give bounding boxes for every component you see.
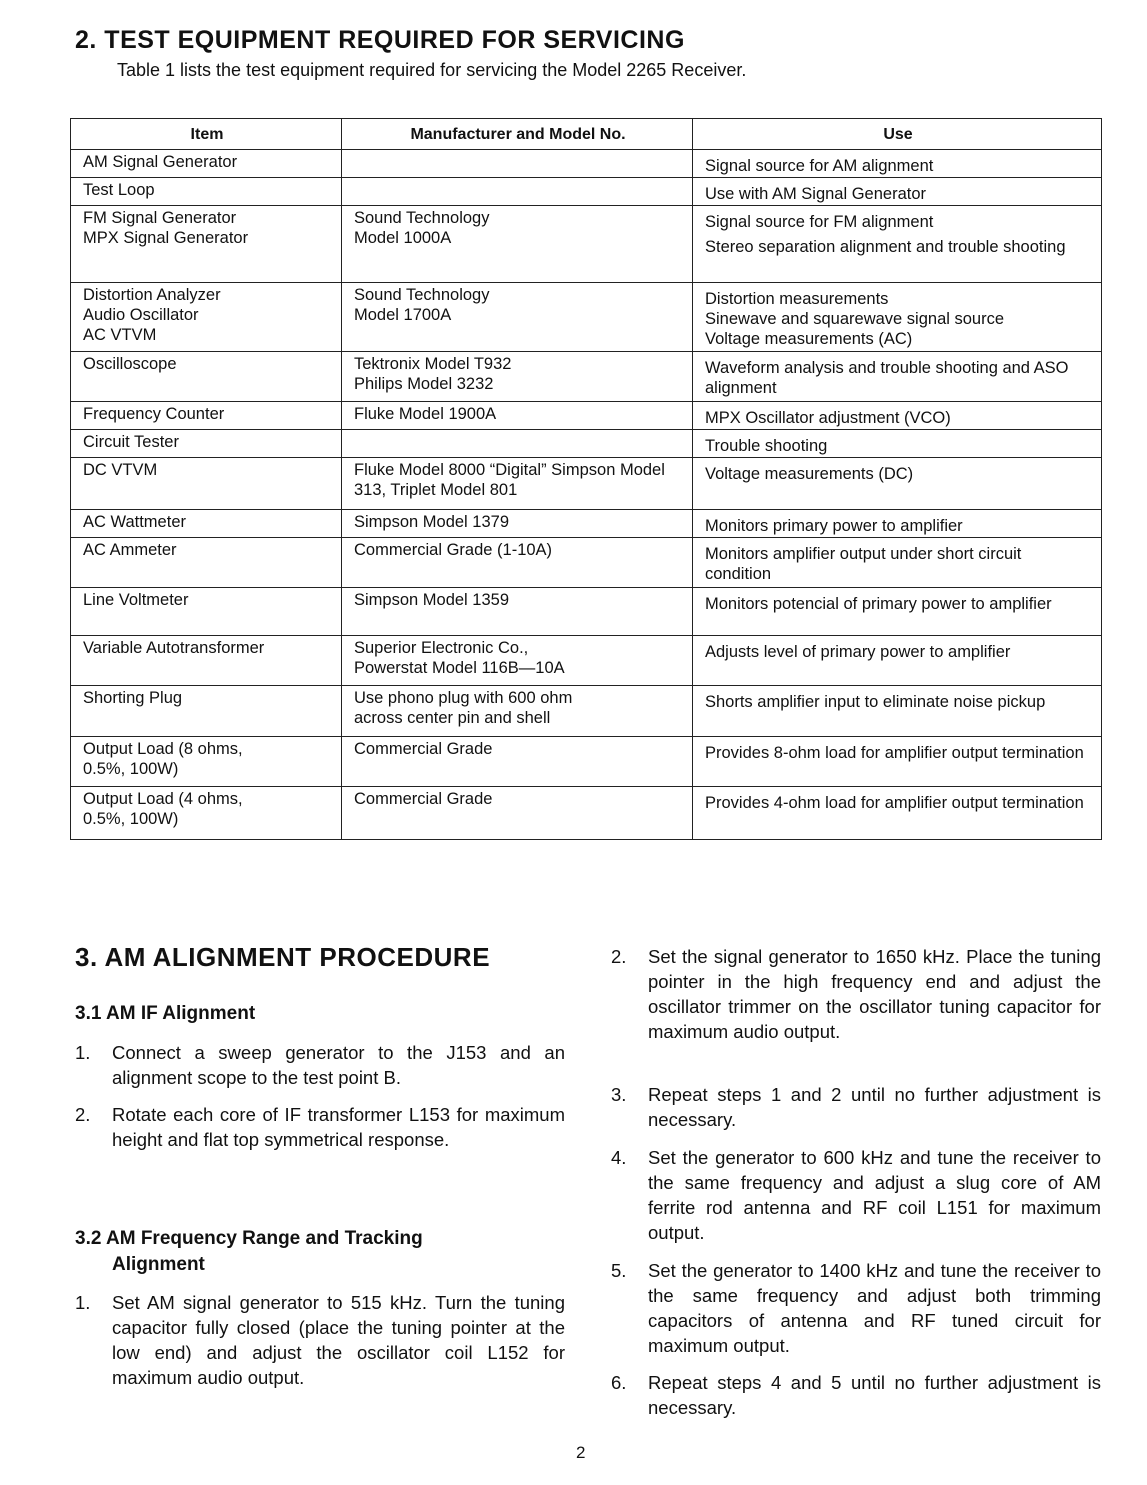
cell-item [71, 150, 342, 178]
step-text: Set the signal generator to 1650 kHz. Place the tuning pointer in the high frequency end and adjust the oscillator trimmer on the oscillator tuning capacitor for maximum audio output. [648, 946, 1101, 1042]
cell-maker [342, 787, 693, 840]
cell-use [693, 636, 1102, 686]
cell-line: Monitors potencial of primary power to amplifier [705, 595, 1052, 613]
cell-line: Monitors primary power to amplifier [705, 517, 963, 535]
cell-line: Use phono plug with 600 ohm [354, 689, 573, 707]
cell-line: Commercial Grade [354, 740, 493, 758]
table-row [71, 402, 1102, 430]
cell-line: AC VTVM [83, 326, 157, 344]
cell-line: MPX Signal Generator [83, 229, 249, 247]
cell-line: Philips Model 3232 [354, 375, 494, 393]
cell-line: Shorting Plug [83, 689, 183, 707]
cell-line: Simpson Model 1359 [354, 591, 510, 609]
table-row [71, 636, 1102, 686]
step-number: 4. [611, 1147, 627, 1168]
cell-maker [342, 402, 693, 430]
table-row [71, 352, 1102, 402]
cell-line: AM Signal Generator [83, 153, 238, 171]
cell-line: Shorts amplifier input to eliminate noise pickup [705, 693, 1046, 711]
procedure-step [75, 1040, 565, 1090]
cell-line: Powerstat Model 116B—10A [354, 659, 565, 677]
header-use: Use [693, 119, 1102, 150]
cell-item [71, 787, 342, 840]
procedure-step [75, 1102, 565, 1152]
cell-maker [342, 510, 693, 538]
step-text: Rotate each core of IF transformer L153 for maximum height and flat top symmetrical response. [112, 1104, 565, 1150]
cell-line: Provides 4-ohm load for amplifier output termination [705, 794, 1084, 812]
cell-item [71, 206, 342, 283]
step-text: Connect a sweep generator to the J153 and an alignment scope to the test point B. [112, 1042, 565, 1088]
cell-use [693, 402, 1102, 430]
cell-line: DC VTVM [83, 461, 158, 479]
cell-use [693, 686, 1102, 737]
cell-line: Circuit Tester [83, 433, 179, 451]
cell-item [71, 686, 342, 737]
page-number: 2 [576, 1443, 586, 1462]
procedure-step [611, 1082, 1101, 1132]
cell-item [71, 402, 342, 430]
cell-line: Oscilloscope [83, 355, 177, 373]
procedure-step [611, 1145, 1101, 1245]
cell-line: Sound Technology [354, 286, 490, 304]
cell-maker [342, 430, 693, 458]
cell-maker [342, 206, 693, 283]
cell-line: Adjusts level of primary power to amplifier [705, 643, 1011, 661]
cell-line: Signal source for FM alignment [705, 213, 934, 231]
cell-maker [342, 737, 693, 787]
cell-line: Provides 8-ohm load for amplifier output termination [705, 744, 1084, 762]
cell-maker [342, 178, 693, 206]
step-text: Repeat steps 1 and 2 until no further adjustment is necessary. [648, 1084, 1101, 1130]
cell-use [693, 352, 1102, 402]
step-number: 5. [611, 1260, 627, 1281]
cell-line: Output Load (8 ohms, [83, 740, 243, 758]
cell-line: Commercial Grade [354, 790, 493, 808]
table-row [71, 538, 1102, 588]
subsection-3-2-heading: 3.2 AM Frequency Range and Tracking [75, 1228, 423, 1249]
cell-line: Sound Technology [354, 209, 490, 227]
cell-line: Output Load (4 ohms, [83, 790, 243, 808]
cell-maker [342, 150, 693, 178]
cell-use [693, 178, 1102, 206]
cell-maker [342, 458, 693, 510]
cell-line: MPX Oscillator adjustment (VCO) [705, 409, 951, 427]
cell-maker [342, 352, 693, 402]
cell-line: Stereo separation alignment and trouble shooting [705, 238, 1066, 256]
procedure-step [611, 944, 1101, 1044]
step-text: Set AM signal generator to 515 kHz. Turn the tuning capacitor fully closed (place the tuning pointer at the low end) and adjust the oscillator coil L152 for maximum audio output. [112, 1292, 565, 1388]
step-text: Repeat steps 4 and 5 until no further adjustment is necessary. [648, 1372, 1101, 1418]
table-row [71, 787, 1102, 840]
equipment-table [70, 118, 1102, 840]
cell-line: Fluke Model 8000 “Digital” Simpson Model 313, Triplet Model 801 [354, 461, 665, 499]
cell-line: Tektronix Model T932 [354, 355, 512, 373]
cell-line: across center pin and shell [354, 709, 551, 727]
cell-line: Line Voltmeter [83, 591, 189, 609]
cell-use [693, 458, 1102, 510]
cell-item [71, 510, 342, 538]
cell-use [693, 787, 1102, 840]
cell-line: Commercial Grade (1-10A) [354, 541, 553, 559]
table-row [71, 430, 1102, 458]
table-row [71, 510, 1102, 538]
section-2-intro: Table 1 lists the test equipment required for servicing the Model 2265 Receiver. [117, 60, 747, 80]
step-number: 3. [611, 1084, 627, 1105]
cell-line: Voltage measurements (AC) [705, 330, 913, 348]
cell-item [71, 737, 342, 787]
cell-line: Sinewave and squarewave signal source [705, 310, 1005, 328]
step-number: 1. [75, 1042, 91, 1063]
cell-line: AC Ammeter [83, 541, 177, 559]
cell-maker [342, 588, 693, 636]
cell-line: Simpson Model 1379 [354, 513, 510, 531]
table-row [71, 588, 1102, 636]
step-number: 6. [611, 1372, 627, 1393]
procedure-step [611, 1258, 1101, 1358]
header-item: Item [71, 119, 342, 150]
cell-use [693, 737, 1102, 787]
cell-line: Model 1700A [354, 306, 452, 324]
cell-maker [342, 538, 693, 588]
cell-item [71, 430, 342, 458]
cell-item [71, 352, 342, 402]
cell-use [693, 538, 1102, 588]
cell-line: Distortion measurements [705, 290, 889, 308]
cell-line: Model 1000A [354, 229, 452, 247]
table-row [71, 178, 1102, 206]
cell-line: Audio Oscillator [83, 306, 199, 324]
cell-line: Distortion Analyzer [83, 286, 221, 304]
cell-use [693, 150, 1102, 178]
table-header-row [71, 119, 1102, 150]
step-number: 2. [611, 946, 627, 967]
cell-line: FM Signal Generator [83, 209, 237, 227]
section-2-heading: 2. TEST EQUIPMENT REQUIRED FOR SERVICING [75, 26, 685, 54]
cell-maker [342, 283, 693, 352]
cell-use [693, 283, 1102, 352]
cell-line: Superior Electronic Co., [354, 639, 529, 657]
cell-item [71, 636, 342, 686]
procedure-step [611, 1370, 1101, 1420]
cell-line: Voltage measurements (DC) [705, 465, 914, 483]
cell-line: Use with AM Signal Generator [705, 185, 927, 203]
table-row [71, 283, 1102, 352]
cell-line: Variable Autotransformer [83, 639, 265, 657]
table-row [71, 206, 1102, 283]
cell-line: Waveform analysis and trouble shooting and ASO alignment [705, 359, 1069, 397]
cell-line: Fluke Model 1900A [354, 405, 497, 423]
step-number: 2. [75, 1104, 91, 1125]
cell-line: Trouble shooting [705, 437, 828, 455]
cell-use [693, 430, 1102, 458]
section-3-heading: 3. AM ALIGNMENT PROCEDURE [75, 942, 491, 972]
cell-item [71, 588, 342, 636]
step-text: Set the generator to 600 kHz and tune the receiver to the same frequency and adjust a slug core of AM ferrite rod antenna and RF coil L151 for maximum output. [648, 1147, 1101, 1243]
cell-line: Frequency Counter [83, 405, 225, 423]
cell-item [71, 538, 342, 588]
table-row [71, 150, 1102, 178]
step-text: Set the generator to 1400 kHz and tune the receiver to the same frequency and adjust both trimming capacitors of antenna and RF tuned circuit for maximum output. [648, 1260, 1101, 1356]
cell-line: Test Loop [83, 181, 155, 199]
cell-item [71, 178, 342, 206]
cell-item [71, 283, 342, 352]
cell-use [693, 510, 1102, 538]
cell-line: Signal source for AM alignment [705, 157, 934, 175]
cell-use [693, 206, 1102, 283]
cell-line: Monitors amplifier output under short circuit condition [705, 545, 1022, 583]
table-row [71, 686, 1102, 737]
table-row [71, 737, 1102, 787]
cell-use [693, 588, 1102, 636]
cell-maker [342, 636, 693, 686]
cell-line: 0.5%, 100W) [83, 760, 179, 778]
subsection-3-1-heading: 3.1 AM IF Alignment [75, 1003, 256, 1024]
step-number: 1. [75, 1292, 91, 1313]
cell-line: AC Wattmeter [83, 513, 186, 531]
table-row [71, 458, 1102, 510]
cell-line: 0.5%, 100W) [83, 810, 179, 828]
cell-maker [342, 686, 693, 737]
header-manufacturer: Manufacturer and Model No. [342, 119, 693, 150]
procedure-step [75, 1290, 565, 1390]
subsection-3-2-heading-cont: Alignment [112, 1254, 205, 1275]
cell-item [71, 458, 342, 510]
